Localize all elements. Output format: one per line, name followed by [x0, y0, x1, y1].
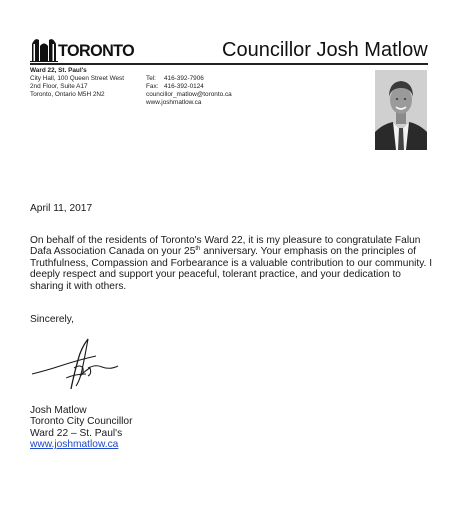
contact-block — [146, 75, 232, 107]
address-line: 2nd Floor, Suite A17 — [30, 83, 88, 90]
fax-row — [146, 83, 232, 91]
address-line: Toronto, Ontario M5H 2N2 — [30, 91, 105, 98]
fax-label: Fax: — [146, 83, 159, 90]
body-text-continued: anniversary. Your emphasis on the principles of Truthfulness, Compassion and Forbearance is a valuable contribution to our community. I deeply respect and support your peaceful, tolerant practice, and your dedication to sharing it with others. — [30, 246, 433, 292]
email-link[interactable]: councillor_matlow@toronto.ca — [146, 91, 232, 98]
letter-closing: Sincerely, — [30, 314, 74, 325]
signer-ward: Ward 22 – St. Paul's — [30, 427, 123, 439]
fax-number: 416-392-0124 — [164, 83, 204, 90]
tel-number: 416-392-7906 — [164, 75, 204, 82]
header-website-link[interactable]: www.joshmatlow.ca — [146, 99, 202, 106]
signature-block — [30, 405, 132, 451]
signer-title: Toronto City Councillor — [30, 416, 133, 428]
body-text: On behalf of the residents of Toronto's Ward 22, it is my pleasure to congratulate Falun Dafa Association Canada on your 25 — [30, 235, 421, 258]
tel-row — [146, 75, 232, 83]
councillor-photo — [375, 70, 427, 150]
ward-label: Ward 22, St. Paul's — [30, 67, 87, 74]
tel-label: Tel: — [146, 75, 156, 82]
letter-body — [30, 235, 434, 292]
header-divider — [30, 63, 428, 65]
address-line: City Hall, 100 Queen Street West — [30, 75, 125, 82]
website-link[interactable]: www.joshmatlow.ca — [30, 439, 119, 451]
handwritten-signature — [30, 334, 130, 394]
logo-wordmark: TORONTO — [58, 41, 135, 60]
toronto-logo — [30, 36, 135, 62]
letterhead-title: Councillor Josh Matlow — [222, 39, 428, 61]
ordinal-suffix: th — [195, 246, 201, 253]
letter-date: April 11, 2017 — [30, 203, 93, 214]
city-hall-icon — [30, 36, 58, 62]
signer-name: Josh Matlow — [30, 405, 87, 416]
